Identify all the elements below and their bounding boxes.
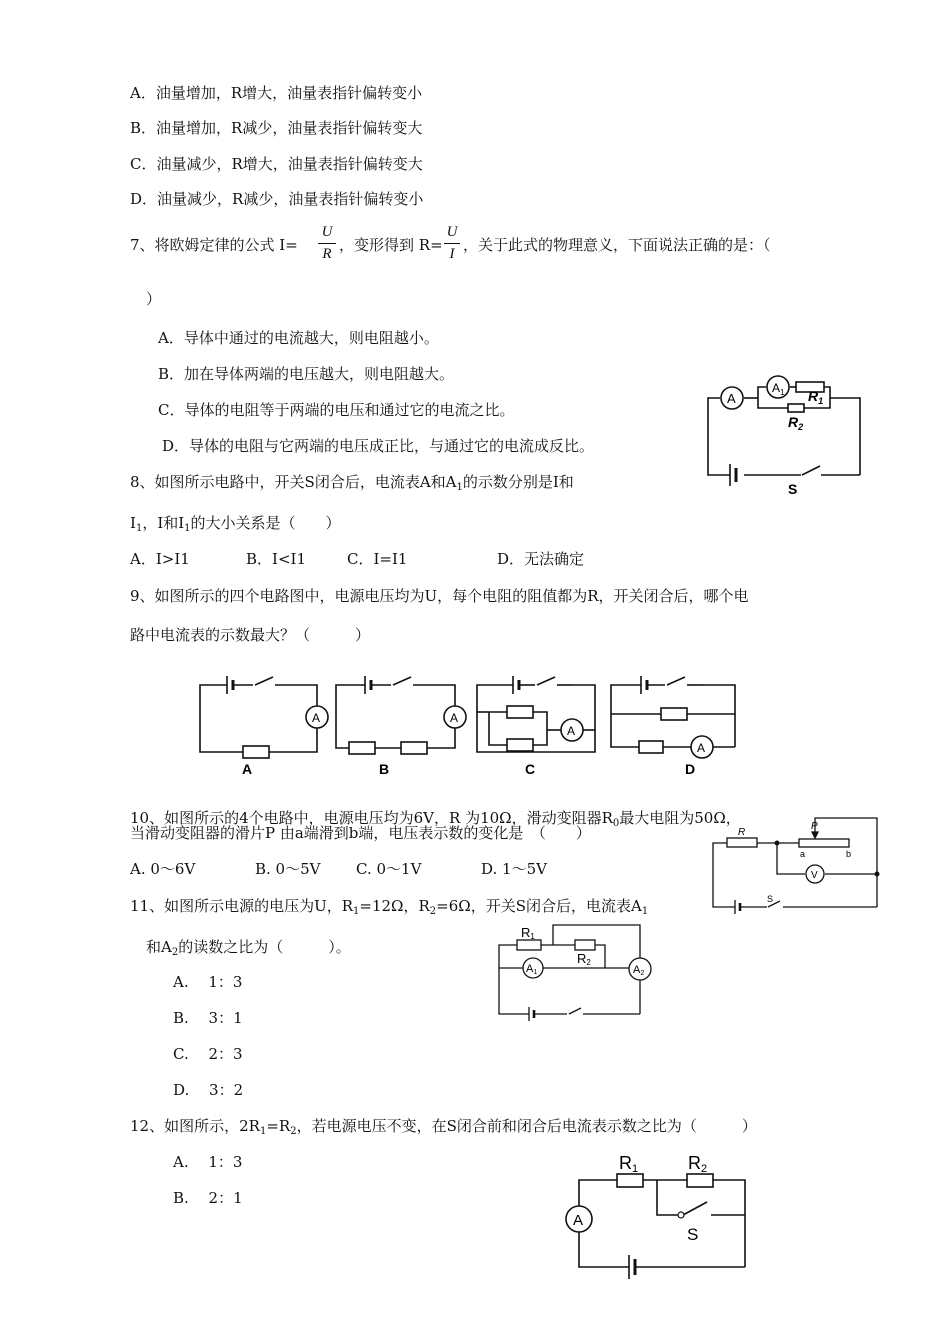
q10-circuit-diagram bbox=[705, 815, 885, 915]
q9-stem-line2: 路中电流表的示数最大？（ ） bbox=[130, 626, 371, 644]
q9-c-ammeter-label: A bbox=[567, 724, 576, 738]
q10-option-d: D. 1～5V bbox=[481, 860, 547, 878]
q7-frac1-denominator: R bbox=[322, 246, 332, 262]
q11-option-a: A. 1：3 bbox=[173, 973, 243, 991]
q10-end-b-label: b bbox=[846, 849, 852, 859]
q8-option-b: B．I<I1 bbox=[246, 550, 306, 568]
q12-circuit-diagram bbox=[555, 1150, 755, 1280]
q7-frac2-denominator: I bbox=[449, 246, 455, 262]
q7-option-a: A．导体中通过的电流越大，则电阻越小。 bbox=[158, 329, 439, 347]
q9-stem-line1: 9、如图所示的四个电路图中，电源电压均为U，每个电阻的阻值都为R，开关闭合后，哪个电 bbox=[130, 587, 749, 605]
q9-label-b: B bbox=[379, 761, 390, 777]
q11-ammeter-a2-label: A2 bbox=[633, 964, 645, 977]
q11-circuit-diagram bbox=[495, 920, 675, 1030]
q7-stem-prefix: 7、将欧姆定律的公式 I= bbox=[130, 236, 298, 254]
q8-ammeter-a-label: A bbox=[727, 391, 736, 406]
q9-label-d: D bbox=[685, 761, 696, 777]
q8-stem-line1: 8、如图所示电路中，开关S闭合后，电流表A和$A_1$的示数分别是I和 bbox=[130, 473, 574, 493]
q7-option-b: B．加在导体两端的电压越大，则电阻越大。 bbox=[158, 365, 455, 383]
q11-stem-line1: 11、如图所示电源的电压为U，$R_1=12\Omega$，$R_2=6\Omega$，开关S闭合后，电流表$A_1$ bbox=[130, 897, 649, 917]
q8-ammeter-a1-label: $A_1$ bbox=[772, 381, 785, 397]
q12-r1-label: R1 bbox=[619, 1153, 639, 1175]
q12-r2-label: R2 bbox=[688, 1153, 708, 1175]
q9-label-c: C bbox=[525, 761, 536, 777]
q7-option-c: C．导体的电阻等于两端的电压和通过它的电流之比。 bbox=[158, 401, 515, 419]
q9-circuit-diagrams bbox=[195, 670, 755, 780]
q8-option-c: C．I=I1 bbox=[347, 550, 408, 568]
q9-a-ammeter-label: A bbox=[312, 711, 321, 725]
q8-stem-line2: $I_1$，I和$I_1$的大小关系是（ ） bbox=[130, 514, 341, 534]
q10-stem-line1: 10、如图所示的4个电路中，电源电压均为6V，R 为10Ω，滑动变阻器$R_0$最大电阻为50Ω， bbox=[130, 809, 741, 829]
q12-ammeter-label: A bbox=[573, 1212, 584, 1229]
q8-circuit-diagram bbox=[700, 370, 870, 500]
q10-option-b: B. 0～5V bbox=[255, 860, 321, 878]
q8-r2-label: $R_2$ bbox=[788, 414, 804, 432]
q7-stem-middle: ，变形得到 R= bbox=[339, 236, 443, 254]
q10-switch-label: S bbox=[767, 894, 774, 904]
q10-slider-label: P bbox=[811, 821, 818, 832]
q8-r1-label: $R_1$ bbox=[808, 388, 824, 406]
q8-option-a: A．I>I1 bbox=[130, 550, 190, 568]
q9-b-ammeter-label: A bbox=[450, 711, 459, 725]
q11-stem-line2: 和$A_2$的读数之比为（ ）。 bbox=[146, 938, 351, 958]
q10-option-a: A. 0～6V bbox=[130, 860, 196, 878]
q6-option-a: A．油量增加，R增大，油量表指针偏转变小 bbox=[130, 84, 423, 102]
q11-option-d: D. 3：2 bbox=[173, 1081, 244, 1099]
q12-switch-label: S bbox=[687, 1225, 699, 1244]
q6-option-b: B．油量增加，R减少，油量表指针偏转变大 bbox=[130, 119, 423, 137]
q8-switch-label: S bbox=[788, 481, 798, 497]
q11-option-b: B. 3：1 bbox=[173, 1009, 243, 1027]
q9-d-ammeter-label: A bbox=[697, 741, 706, 755]
q11-r2-label: R2 bbox=[577, 951, 591, 967]
q7-frac1-numerator: U bbox=[321, 224, 333, 240]
q10-option-c: C. 0～1V bbox=[356, 860, 422, 878]
q11-option-c: C. 2：3 bbox=[173, 1045, 243, 1063]
q9-label-a: A bbox=[242, 761, 253, 777]
q12-option-b: B. 2：1 bbox=[173, 1189, 243, 1207]
q10-r-label: R bbox=[738, 827, 746, 838]
q12-option-a: A. 1：3 bbox=[173, 1153, 243, 1171]
q8-option-d: D．无法确定 bbox=[497, 550, 585, 568]
q10-junction-left bbox=[775, 841, 780, 846]
q7-paren-close: ） bbox=[146, 290, 162, 308]
q6-option-c: C．油量减少，R增大，油量表指针偏转变大 bbox=[130, 155, 423, 173]
q7-fraction-2 bbox=[444, 224, 460, 263]
q12-switch-pivot bbox=[678, 1212, 684, 1218]
q7-fraction-1 bbox=[318, 224, 336, 263]
q12-stem: 12、如图所示，$2R_1=R_2$，若电源电压不变，在S闭合前和闭合后电流表示数之比为（ ） bbox=[130, 1117, 757, 1137]
q7-option-d: D．导体的电阻与它两端的电压成正比，与通过它的电流成反比。 bbox=[162, 437, 595, 455]
q6-option-d: D．油量减少，R减少，油量表指针偏转变小 bbox=[130, 190, 424, 208]
q11-ammeter-a1-label: A1 bbox=[526, 963, 538, 976]
q10-stem-line2: 当滑动变阻器的滑片P 由a端滑到b端，电压表示数的变化是 （ ） bbox=[130, 824, 591, 842]
q10-junction-right bbox=[875, 872, 880, 877]
q10-end-a-label: a bbox=[800, 849, 806, 859]
q7-frac2-numerator: U bbox=[446, 224, 458, 240]
q11-r1-label: R1 bbox=[521, 925, 535, 941]
q10-voltmeter-label: V bbox=[811, 870, 818, 881]
q7-stem-suffix: ，关于此式的物理意义，下面说法正确的是：（ bbox=[463, 236, 771, 254]
